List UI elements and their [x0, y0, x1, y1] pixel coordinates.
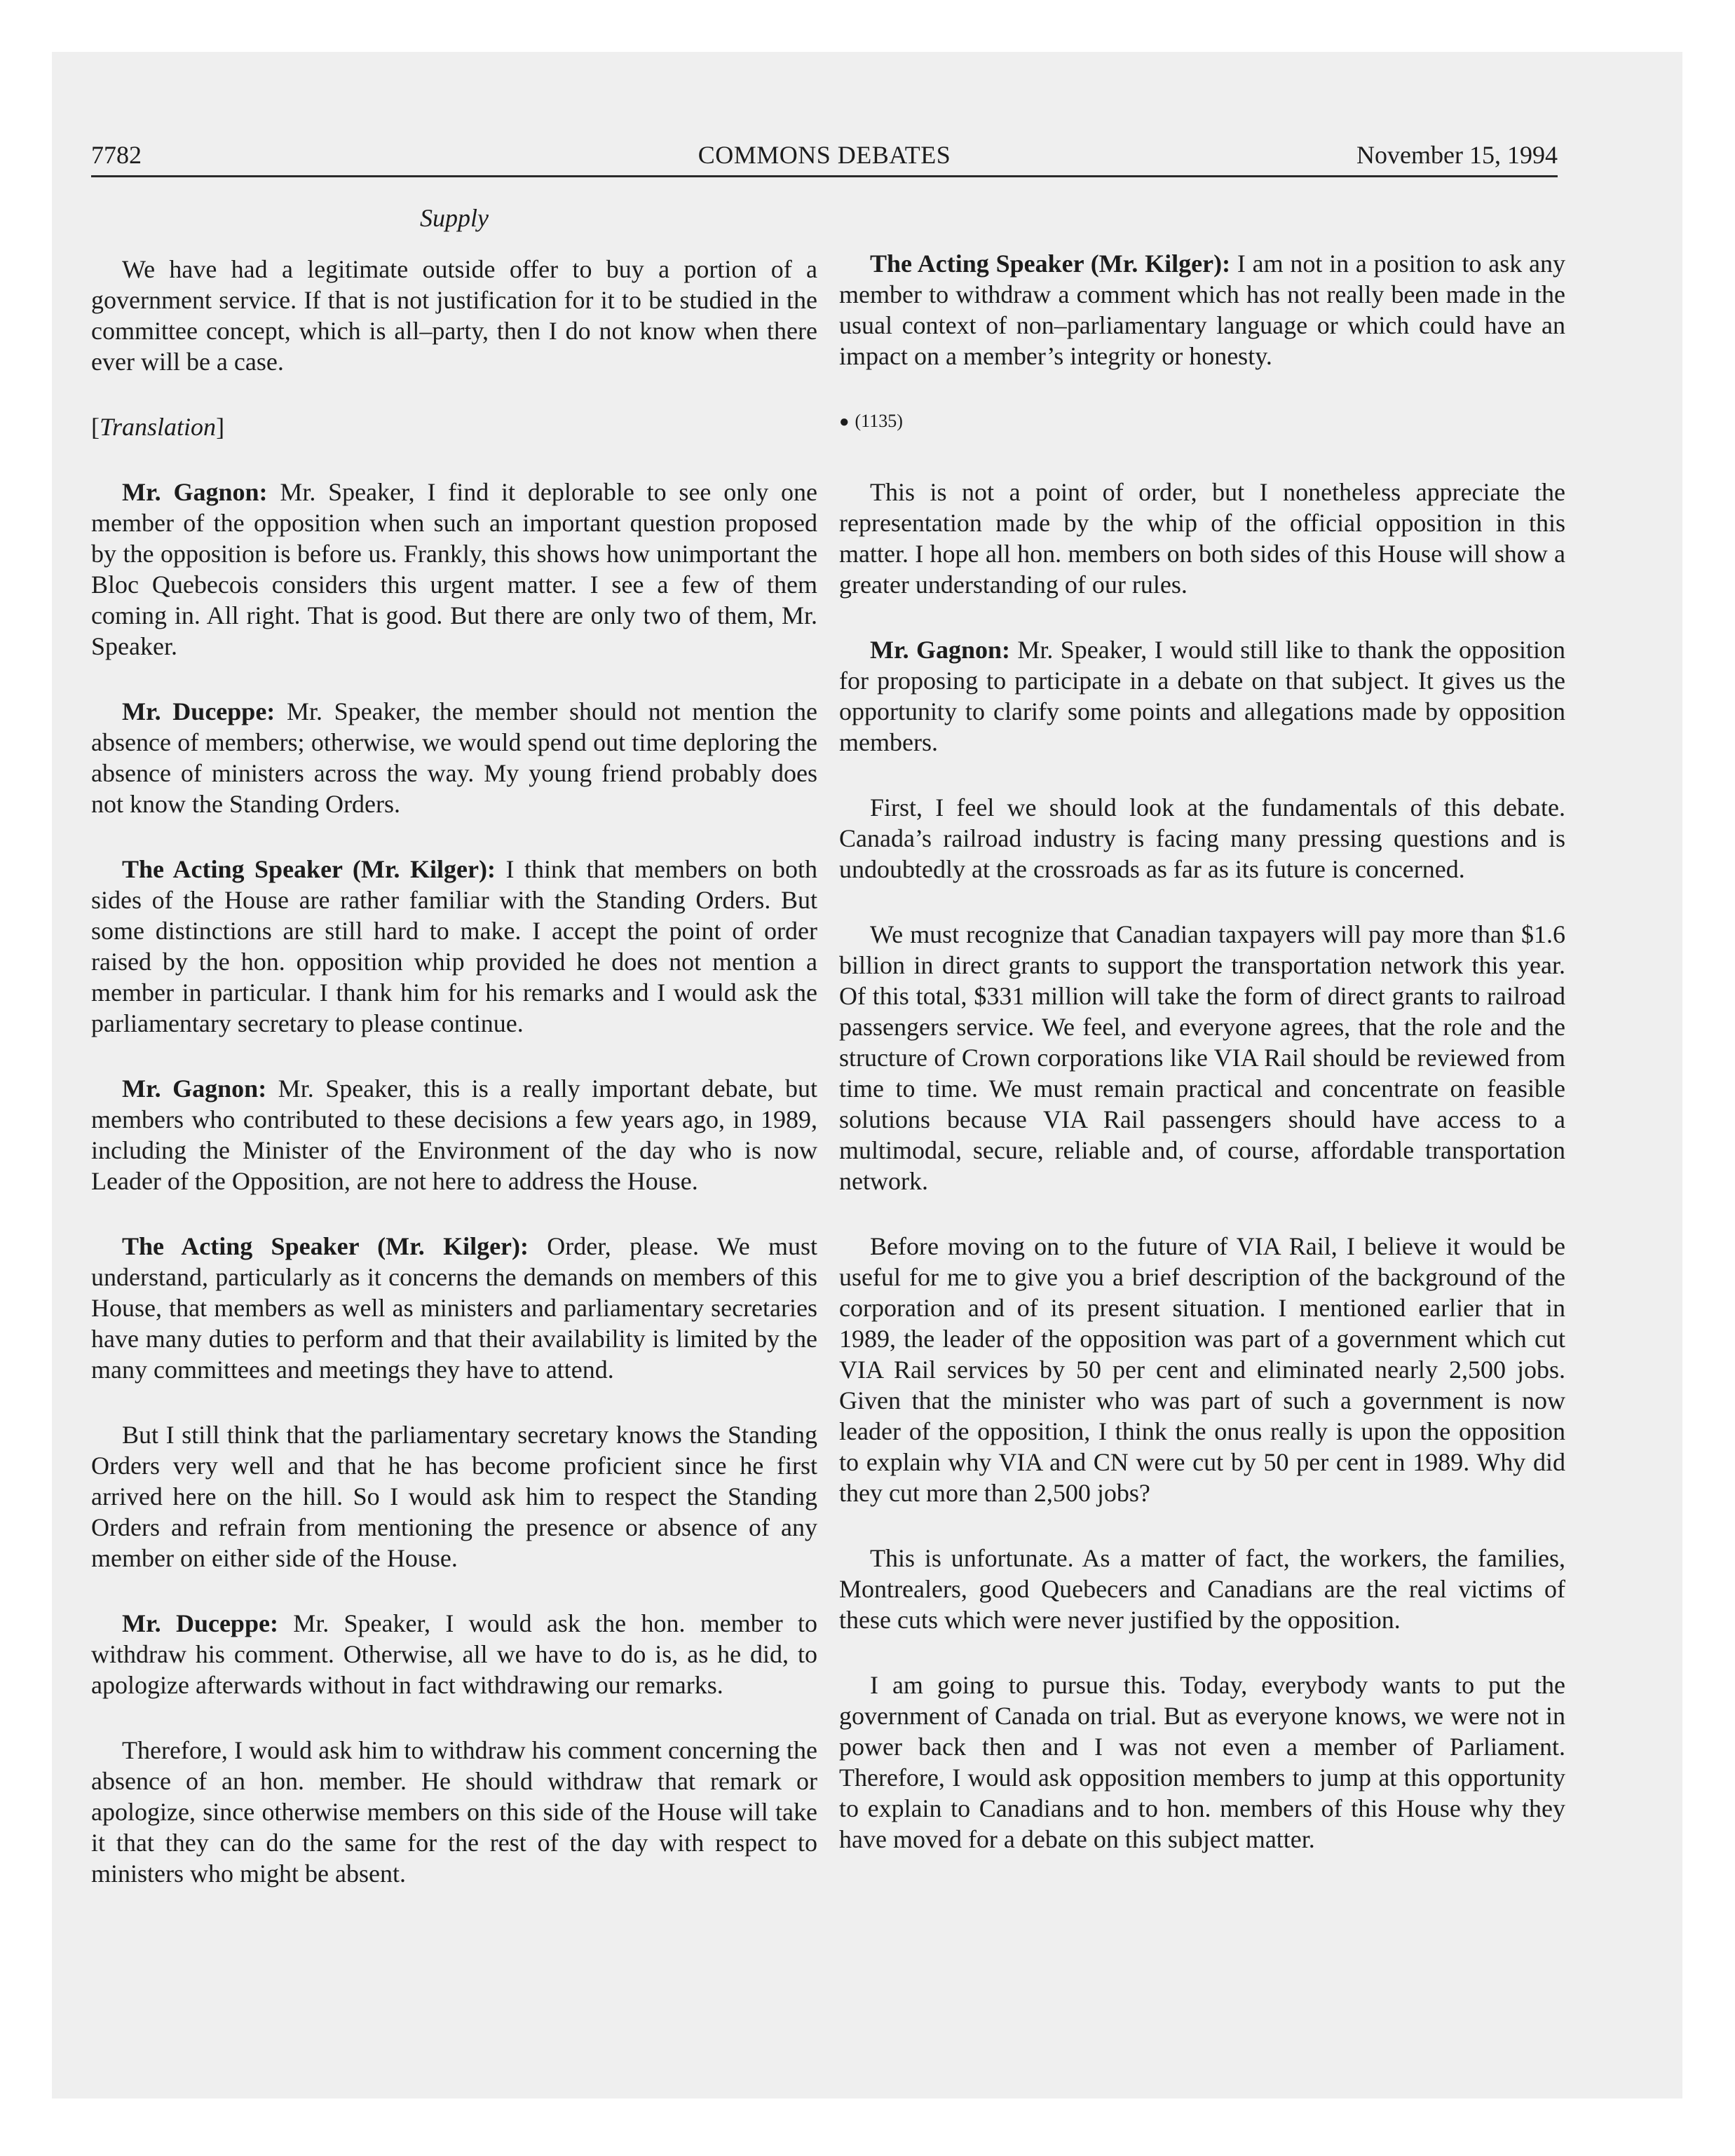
speaker-name: Mr. Gagnon: [870, 636, 1011, 664]
section-title: Supply [420, 204, 489, 232]
page-header [91, 136, 1558, 177]
speaker-name: Mr. Gagnon: [122, 1074, 267, 1103]
paragraph: This is unfortunate. As a matter of fact, the workers, the families, Montrealers, good Quebecers and Canadians are the real victims of these cuts which were never justified by the opposition. [839, 1544, 1565, 1634]
publication-title: COMMONS DEBATES [698, 141, 951, 169]
speech-paragraph: Mr. Duceppe: Mr. Speaker, the member should not mention the absence of members; otherwise, we would spend out time deploring the absence of ministers across the way. My young friend probably does not know the Standing Orders. [91, 697, 817, 818]
paragraph: We must recognize that Canadian taxpayers will pay more than $1.6 billion in direct grants to support the transportation network this year. Of this total, $331 million will take the form of direct grants to railroad passengers service. We feel, and everyone agrees, that the role and the structure of Crown corporations like VIA Rail should be reviewed from time to time. We must remain practical and concentrate on feasible solutions because VIA Rail passengers should have access to a multimodal, secure, reliable and, of course, affordable transportation network. [839, 920, 1565, 1195]
bullet-icon: ● [839, 413, 850, 431]
speech-paragraph: The Acting Speaker (Mr. Kilger): Order, please. We must understand, particularly as it concerns the demands on members of this House, that members as well as ministers and parliamentary secretaries have many duties to perform and that their availability is limited by the many committees and meetings they have to attend. [91, 1232, 817, 1384]
speech-paragraph: Mr. Gagnon: Mr. Speaker, I would still like to thank the opposition for proposing to participate in a debate on that subject. It gives us the opportunity to clarify some points and allegations made by opposition members. [839, 636, 1566, 756]
header-date: November 15, 1994 [1356, 141, 1558, 169]
paragraph: Therefore, I would ask him to withdraw his comment concerning the absence of an hon. member. He should withdraw that remark or apologize, since otherwise members on this side of the House will take it that they can do the same for the rest of the day with respect to ministers who might be absent. [91, 1736, 817, 1888]
speaker-name: Mr. Gagnon: [122, 478, 268, 506]
speech-paragraph: Mr. Gagnon: Mr. Speaker, this is a really important debate, but members who contributed to these decisions a few years ago, in 1989, including the Minister of the Environment of the day who is now Leader of the Opposition, are not here to address the House. [91, 1074, 817, 1195]
speech-paragraph: Mr. Duceppe: Mr. Speaker, I would ask the hon. member to withdraw his comment. Otherwise, all we have to do is, as he did, to apologize afterwards without in fact withdrawing our remarks. [91, 1609, 817, 1699]
speech-paragraph: Mr. Gagnon: Mr. Speaker, I find it deplorable to see only one member of the opposition when such an important question proposed by the opposition is before us. Frankly, this shows how unimportant the Bloc Quebecois considers this urgent matter. I see a few of them coming in. All right. That is good. But there are only two of them, Mr. Speaker. [91, 478, 817, 660]
left-column [91, 203, 817, 1923]
speaker-name: The Acting Speaker (Mr. Kilger): [122, 855, 496, 883]
translation-note: [Translation] [91, 413, 225, 441]
speaker-name: The Acting Speaker (Mr. Kilger): [870, 250, 1231, 278]
paragraph: First, I feel we should look at the fundamentals of this debate. Canada’s railroad industry is facing many pressing questions and is undoubtedly at the crossroads as far as its future is concerned. [839, 793, 1565, 883]
time-marker: ● (1135) [839, 411, 903, 431]
page-number: 7782 [91, 141, 142, 169]
right-column [839, 248, 1565, 1889]
speaker-name: The Acting Speaker (Mr. Kilger): [122, 1232, 529, 1260]
speaker-name: Mr. Duceppe: [122, 697, 275, 725]
paragraph: I am going to pursue this. Today, everybody wants to put the government of Canada on trial. But as everyone knows, we were not in power back then and I was not even a member of Parliament. Therefore, I would ask opposition members to jump at this opportunity to explain to Canadians and to hon. members of this House why they have moved for a debate on this subject matter. [839, 1671, 1565, 1853]
paragraph: We have had a legitimate outside offer to buy a portion of a government service. If that is not justification for it to be studied in the committee concept, which is all–party, then I do not know when there ever will be a case. [91, 255, 817, 376]
paragraph: But I still think that the parliamentary secretary knows the Standing Orders very well and that he has become proficient since he first arrived here on the hill. So I would ask him to respect the Standing Orders and refrain from mentioning the presence or absence of any member on either side of the House. [91, 1421, 817, 1572]
speech-paragraph: The Acting Speaker (Mr. Kilger): I think that members on both sides of the House are rather familiar with the Standing Orders. But some distinctions are still hard to make. I accept the point of order raised by the hon. opposition whip provided he does not mention a member in particular. I thank him for his remarks and I would ask the parliamentary secretary to please continue. [91, 855, 818, 1037]
speaker-name: Mr. Duceppe: [122, 1609, 278, 1637]
paragraph: Before moving on to the future of VIA Rail, I believe it would be useful for me to give you a brief description of the background of the corporation and of its present situation. I mentioned earlier that in 1989, the leader of the opposition was part of a government which cut VIA Rail services by 50 per cent and eliminated nearly 2,500 jobs. Given that the minister who was part of such a government is now leader of the opposition, I think the onus really is upon the opposition to explain why VIA and CN were cut by 50 per cent in 1989. Why did they cut more than 2,500 jobs? [839, 1232, 1565, 1507]
speech-paragraph: The Acting Speaker (Mr. Kilger): I am not in a position to ask any member to withdraw a comment which has not really been made in the usual context of non–parliamentary language or which could have an impact on a member’s integrity or honesty. [839, 250, 1565, 370]
paragraph: This is not a point of order, but I nonetheless appreciate the representation made by the whip of the official opposition in this matter. I hope all hon. members on both sides of this House will show a greater understanding of our rules. [839, 478, 1565, 599]
